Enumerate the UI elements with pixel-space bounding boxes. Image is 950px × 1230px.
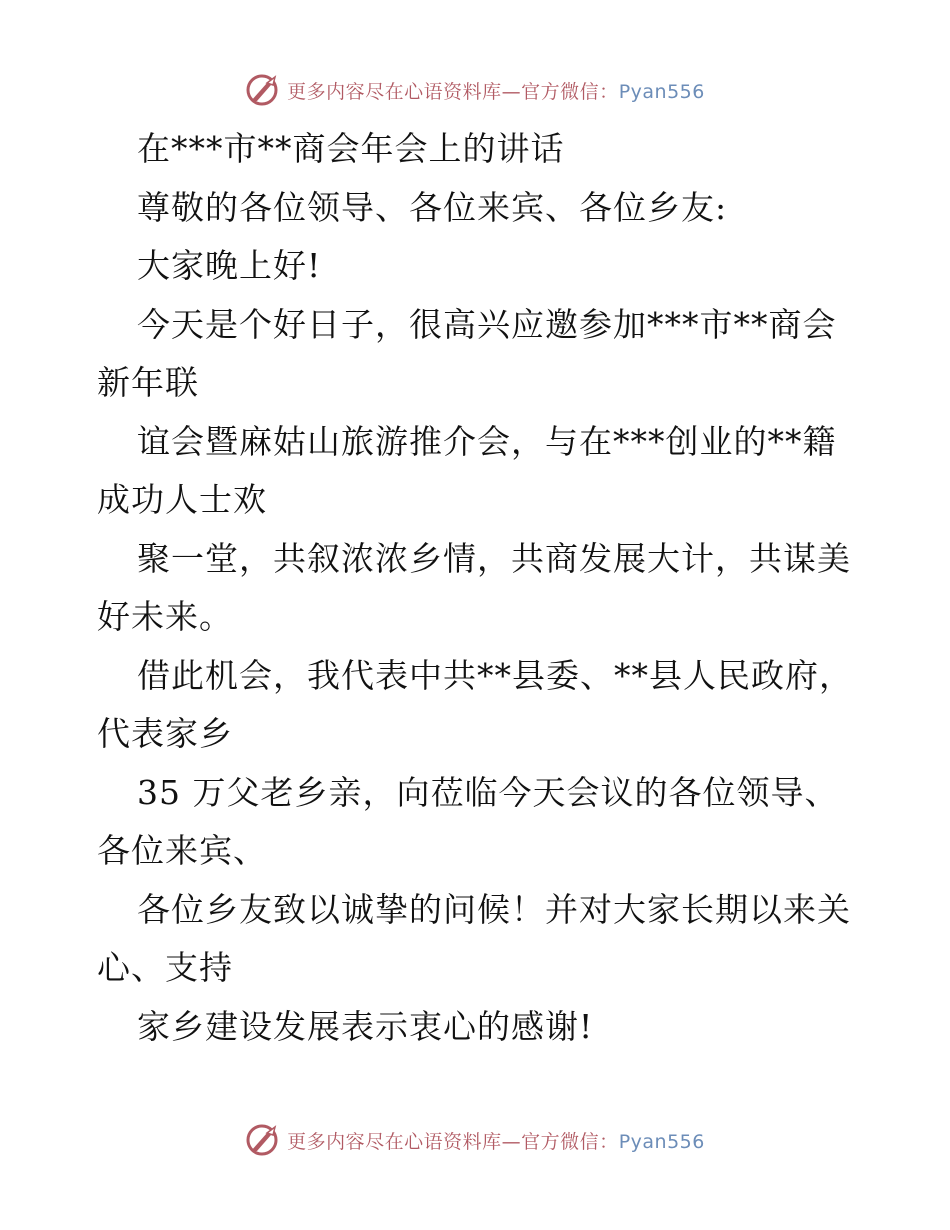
quill-pen-logo-icon [245,73,279,107]
watermark-separator: — [501,80,522,103]
watermark-separator: — [501,1130,522,1153]
body-line: 各位来宾、 [97,831,267,870]
salutation: 尊敬的各位领导、各位来宾、各位乡友: [137,187,728,227]
body-line: 家乡建设发展表示衷心的感谢! [137,1006,594,1046]
header-watermark [0,70,950,110]
watermark-slogan: 更多内容尽在心语资料库 [287,1130,502,1153]
quill-pen-logo-icon [245,1123,279,1157]
watermark-official-label: 官方微信： [521,80,619,103]
watermark-slogan: 更多内容尽在心语资料库 [287,80,502,103]
document-body [97,120,857,1056]
footer-watermark [0,1120,950,1160]
body-line: 心、支持 [97,948,233,987]
body-line: 新年联 [97,363,199,402]
watermark-wechat-id: Pyan556 [618,80,705,103]
body-line: 今天是个好日子，很高兴应邀参加***市**商会 [137,304,837,344]
body-line: 谊会暨麻姑山旅游推介会，与在***创业的**籍 [137,421,837,461]
greeting: 大家晚上好! [137,246,322,285]
body-line: 聚一堂，共叙浓浓乡情，共商发展大计，共谋美 [137,538,851,578]
body-line: 好未来。 [97,597,233,636]
watermark-text [287,77,705,104]
body-line: 各位乡友致以诚挚的问候！并对大家长期以来关 [137,889,851,929]
body-line: 35 万父老乡亲，向莅临今天会议的各位领导、 [137,772,839,812]
body-line: 成功人士欢 [97,480,267,519]
body-line: 代表家乡 [97,714,233,753]
body-line: 借此机会，我代表中共**县委、**县人民政府， [137,655,853,695]
watermark-text [287,1127,705,1154]
document-title: 在***市**商会年会上的讲话 [137,129,565,168]
watermark-wechat-id: Pyan556 [618,1130,705,1153]
watermark-official-label: 官方微信： [521,1130,619,1153]
